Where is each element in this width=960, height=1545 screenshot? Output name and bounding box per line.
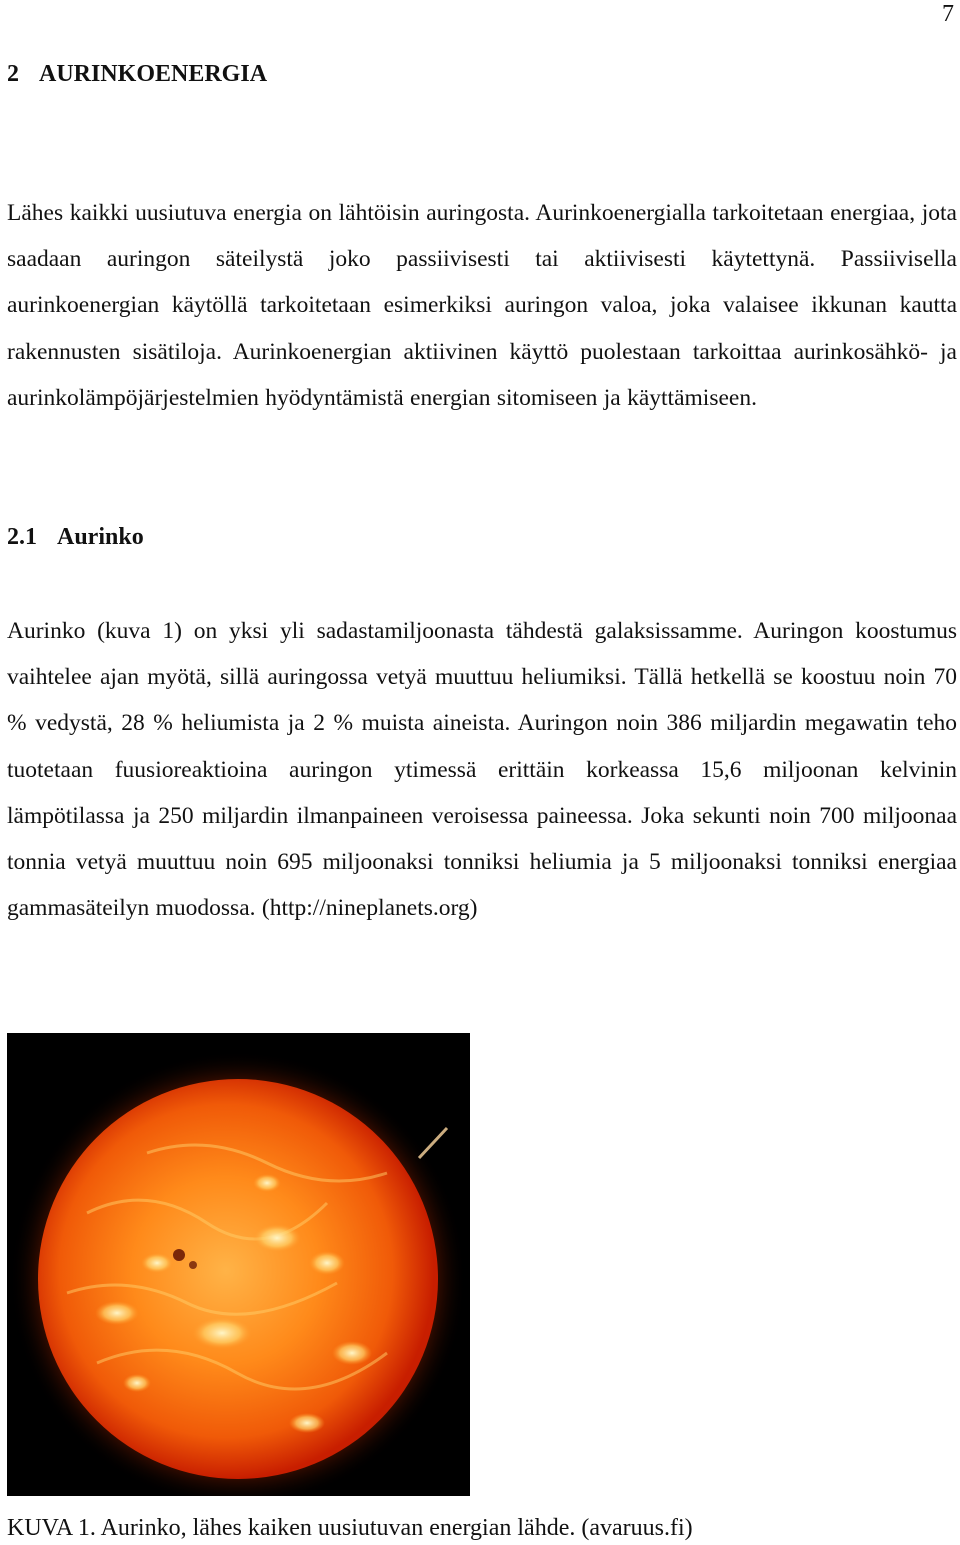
page-number: 7 [942,1,954,27]
sun-image [7,1033,470,1496]
section-title: Aurinko [57,524,144,550]
figure-caption: KUVA 1. Aurinko, lähes kaiken uusiutuvan energian lähde. (avaruus.fi) [7,1515,693,1541]
chapter-number: 2 [7,61,19,87]
intro-paragraph: Lähes kaikki uusiutuva energia on lähtöisin auringosta. Aurinkoenergialla tarkoitetaan energiaa, jota saadaan auringon säteilystä joko passiivisesti tai aktiivisesti käytettynä. Passiivisella aurinkoenergian käytöllä tarkoitetaan esimerkiksi auringon valoa, joka valaisee ikkunan kautta rakennusten sisätiloja. Aurinkoenergian aktiivinen käyttö puolestaan tarkoittaa aurinkosähkö- ja aurinkolämpöjärjestelmien hyödyntämistä energian sitomiseen ja käyttämiseen. [7,200,957,411]
section-number: 2.1 [7,524,37,550]
section-paragraph: Aurinko (kuva 1) on yksi yli sadastamiljoonasta tähdestä galaksissamme. Auringon koostumus vaihtelee ajan myötä, sillä auringossa vetyä muuttuu heliumiksi. Tällä hetkellä se koostuu noin 70 % vedystä, 28 % heliumista ja 2 % muista aineista. Auringon noin 386 miljardin megawatin teho tuotetaan fuusioreaktioina auringon ytimessä erittäin korkeassa 15,6 miljoonan kelvinin lämpötilassa ja 250 miljardin ilmanpaineen veroisessa paineessa. Joka sekunti noin 700 miljoonaa tonnia vetyä muuttuu noin 695 miljoonaksi tonniksi heliumia ja 5 miljoonaksi tonniksi energiaa gammasäteilyn muodossa. (http://nineplanets.org) [7,618,957,922]
section-heading [7,521,144,553]
chapter-title: AURINKOENERGIA [39,61,268,87]
sun-illustration [7,1033,470,1496]
chapter-heading [7,58,267,90]
